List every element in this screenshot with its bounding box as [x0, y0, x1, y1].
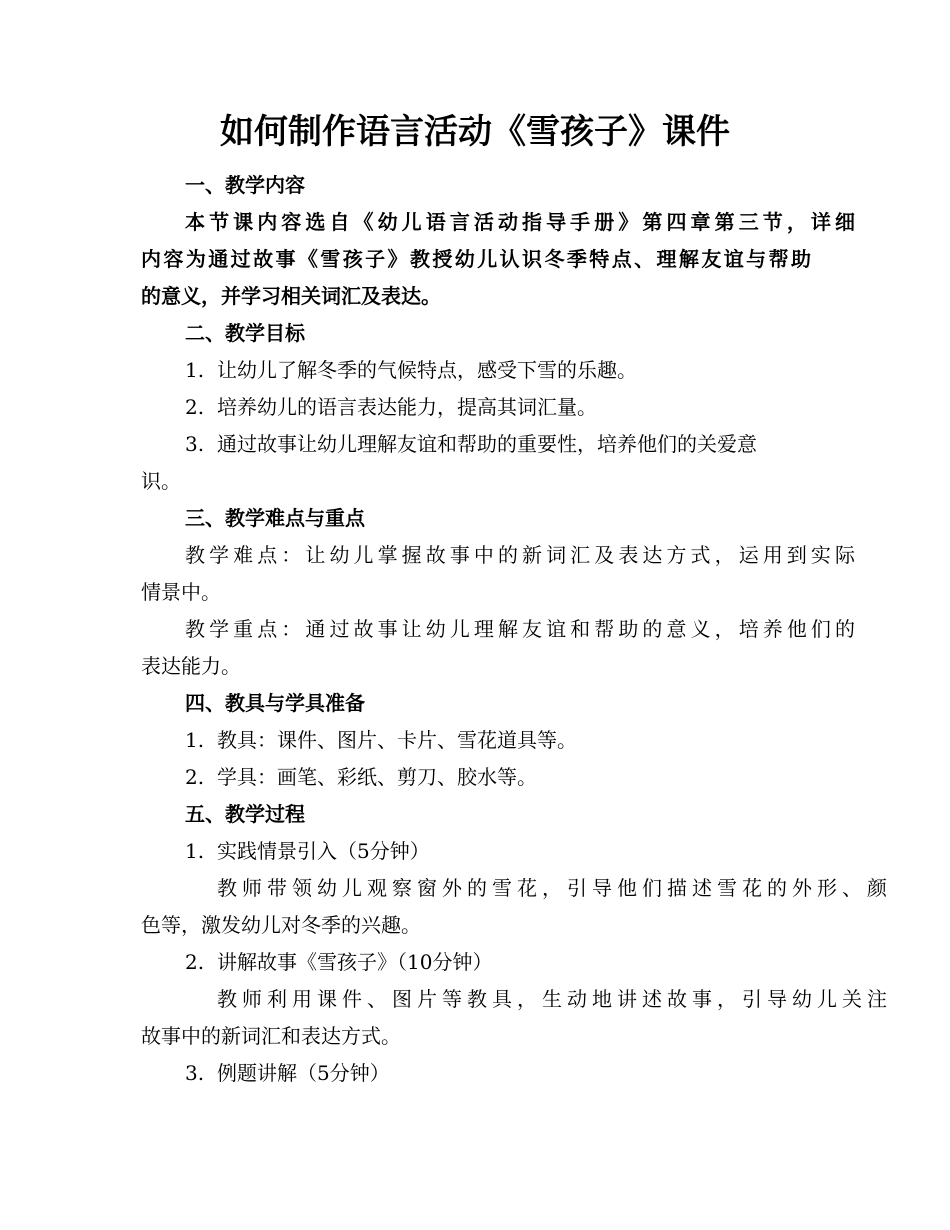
goal-item-continuation: 识。	[141, 469, 181, 493]
difficulty-line: 情景中。	[141, 580, 221, 604]
goal-text: 让幼儿了解冬季的气候特点，感受下雪的乐趣。	[217, 358, 637, 382]
process-step	[141, 1055, 855, 1092]
step-number: 1.	[185, 839, 205, 863]
content-paragraph-line: 的意义，并学习相关词汇及表达。	[141, 284, 441, 308]
goal-item	[141, 426, 855, 463]
step-title: 实践情景引入（5分钟）	[217, 839, 430, 863]
goal-number: 3.	[185, 432, 205, 456]
section-heading-difficulties: 三、教学难点与重点	[185, 506, 365, 530]
content-paragraph-line: 内容为通过故事《雪孩子》教授幼儿认识冬季特点、理解友谊与帮助	[141, 247, 811, 271]
goal-text: 培养幼儿的语言表达能力，提高其词汇量。	[217, 395, 597, 419]
materials-number: 2.	[185, 765, 205, 789]
section-heading-process: 五、教学过程	[185, 802, 305, 826]
key-point-line: 教学重点：通过故事让幼儿理解友谊和帮助的意义，培养他们的	[185, 617, 855, 641]
materials-number: 1.	[185, 728, 205, 752]
step-description-line: 故事中的新词汇和表达方式。	[141, 1024, 401, 1048]
step-title: 例题讲解（5分钟）	[217, 1061, 390, 1085]
step-description-line: 色等，激发幼儿对冬季的兴趣。	[141, 913, 421, 937]
goal-number: 1.	[185, 358, 205, 382]
step-title: 讲解故事《雪孩子》（10分钟）	[217, 950, 493, 974]
section-heading-goals: 二、教学目标	[185, 321, 305, 345]
goal-text: 通过故事让幼儿理解友谊和帮助的重要性，培养他们的关爱意	[217, 432, 757, 456]
materials-text: 教具：课件、图片、卡片、雪花道具等。	[217, 728, 577, 752]
step-number: 3.	[185, 1061, 205, 1085]
goal-item	[141, 352, 855, 389]
document-title: 如何制作语言活动《雪孩子》课件	[220, 112, 730, 152]
materials-item	[141, 722, 855, 759]
step-description-line: 教师带领幼儿观察窗外的雪花，引导他们描述雪花的外形、颜	[217, 876, 887, 900]
process-step	[141, 944, 855, 981]
process-step	[141, 833, 855, 870]
difficulty-line: 教学难点：让幼儿掌握故事中的新词汇及表达方式，运用到实际	[185, 543, 855, 567]
step-description-line: 教师利用课件、图片等教具，生动地讲述故事，引导幼儿关注	[217, 987, 887, 1011]
materials-text: 学具：画笔、彩纸、剪刀、胶水等。	[217, 765, 537, 789]
section-heading-content: 一、教学内容	[185, 173, 305, 197]
goal-item	[141, 389, 855, 426]
content-paragraph-line: 本节课内容选自《幼儿语言活动指导手册》第四章第三节，详细	[185, 210, 855, 234]
goal-number: 2.	[185, 395, 205, 419]
key-point-line: 表达能力。	[141, 654, 241, 678]
step-number: 2.	[185, 950, 205, 974]
materials-item	[141, 759, 855, 796]
section-heading-materials: 四、教具与学具准备	[185, 691, 365, 715]
